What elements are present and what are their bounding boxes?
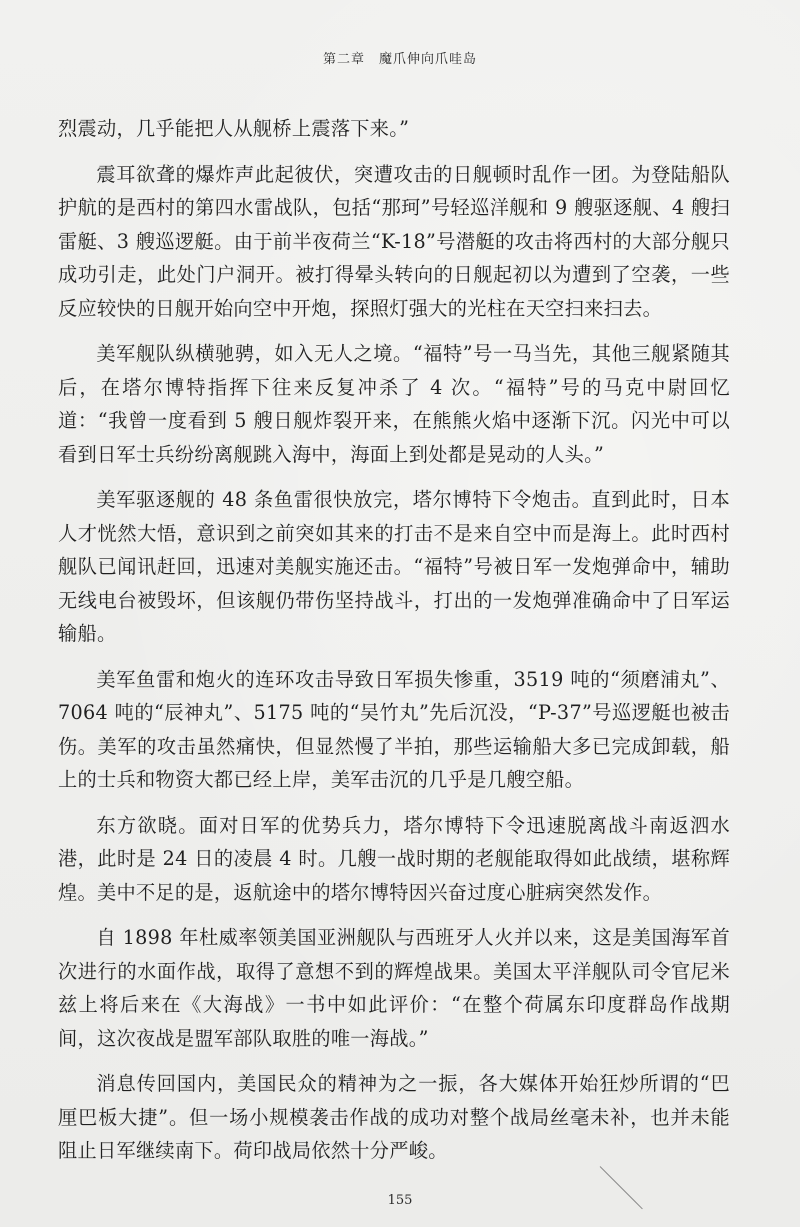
paragraph: 美军驱逐舰的 48 条鱼雷很快放完，塔尔博特下令炮击。直到此时，日本人才恍然大悟，意识到之前突如其来的打击不是来自空中而是海上。此时西村舰队已闻讯赶回，迅速对美舰实施还击。“福特”号被日军一发炮弹命中，辅助无线电台被毁坏，但该舰仍带伤坚持战斗，打出的一发炮弹准确命中了日军运输船。: [58, 488, 730, 645]
paragraph: 美军舰队纵横驰骋，如入无人之境。“福特”号一马当先，其他三舰紧随其后，在塔尔博特指挥下往来反复冲杀了 4 次。“福特”号的马克中尉回忆道：“我曾一度看到 5 艘日舰炸裂开来，在熊熊火焰中逐渐下沉。闪光中可以看到日军士兵纷纷离舰跳入海中，海面上到处都是晃动的人头。”: [58, 342, 730, 466]
running-header: [0, 48, 800, 67]
chapter-number: 第二章: [322, 52, 365, 67]
paragraph: 烈震动，几乎能把人从舰桥上震落下来。”: [58, 117, 410, 140]
paragraph: 消息传回国内，美国民众的精神为之一振，各大媒体开始狂炒所谓的“巴厘巴板大捷”。但一场小规模袭击作战的成功对整个战局丝毫未补，也并未能阻止日军继续南下。荷印战局依然十分严峻。: [58, 1072, 730, 1162]
body-text: [58, 112, 730, 1168]
chapter-title: 魔爪伸向爪哇岛: [379, 52, 478, 67]
paragraph: 东方欲晓。面对日军的优势兵力，塔尔博特下令迅速脱离战斗南返泗水港，此时是 24 日的凌晨 4 时。几艘一战时期的老舰能取得如此战绩，堪称辉煌。美中不足的是，返航途中的塔尔博特因兴奋过度心脏病突然发作。: [58, 813, 730, 904]
paragraph: 震耳欲聋的爆炸声此起彼伏，突遭攻击的日舰顿时乱作一团。为登陆船队护航的是西村的第四水雷战队，包括“那珂”号轻巡洋舰和 9 艘驱逐舰、4 艘扫雷艇、3 艘巡逻艇。由于前半夜荷兰“K-18”号潜艇的攻击将西村的大部分舰只成功引走，此处门户洞开。被打得晕头转向的日舰起初以为遭到了空袭，一些反应较快的日舰开始向空中开炮，探照灯强大的光柱在天空扫来扫去。: [58, 162, 730, 320]
paragraph: 美军鱼雷和炮火的连环攻击导致日军损失惨重，3519 吨的“须磨浦丸”、7064 吨的“辰神丸”、5175 吨的“吴竹丸”先后沉没，“P-37”号巡逻艇也被击伤。美军的攻击虽然痛快，但显然慢了半拍，那些运输船大多已完成卸载，船上的士兵和物资大都已经上岸，美军击沉的几乎是几艘空船。: [58, 667, 730, 791]
page-number: 155: [387, 1193, 413, 1208]
paragraph: 自 1898 年杜威率领美国亚洲舰队与西班牙人火并以来，这是美国海军首次进行的水面作战，取得了意想不到的辉煌战果。美国太平洋舰队司令官尼米兹上将后来在《大海战》一书中如此评价：“在整个荷属东印度群岛作战期间，这次夜战是盟军部队取胜的唯一海战。”: [58, 926, 730, 1050]
